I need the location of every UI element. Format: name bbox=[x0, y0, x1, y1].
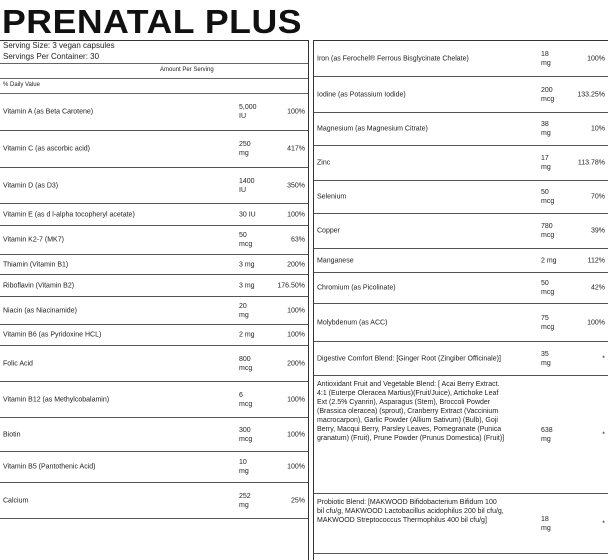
nutrient-daily-value: 100% bbox=[287, 331, 305, 339]
nutrient-amount: 5,000 IU bbox=[239, 104, 257, 120]
nutrient-amount: 20 mg bbox=[239, 302, 249, 319]
nutrient-amount: 2 mg bbox=[541, 257, 557, 264]
nutrient-name: Iron (as Ferochel® Ferrous Bisglycinate Chelate) bbox=[317, 55, 469, 62]
nutrient-daily-value: 113.78% bbox=[577, 159, 605, 167]
nutrient-amount: 50 mcg bbox=[541, 280, 555, 296]
nutrient-amount: 300 mcg bbox=[239, 426, 253, 443]
nutrient-amount: 200 mcg bbox=[541, 86, 555, 103]
nutrient-amount: 2 mg bbox=[239, 331, 255, 339]
nutrient-row bbox=[0, 255, 308, 275]
nutrient-amount: 780 mcg bbox=[541, 223, 555, 239]
nutrient-name: Probiotic Blend: [MAKWOOD Bifidobacterium Bifidum 100 bil cfu/g, MAKWOOD Lactobacillus acidophilus 200 bil cfu/g, MAKWOOD Streptococcus Thermophilus 400 bil cfu/g] bbox=[317, 499, 504, 524]
servings-per-container: Servings Per Container: 30 bbox=[3, 52, 100, 61]
nutrient-row bbox=[0, 452, 308, 483]
nutrient-row bbox=[0, 94, 308, 131]
left-panel bbox=[0, 40, 309, 560]
nutrient-name: Vitamin C (as ascorbic acid) bbox=[3, 145, 91, 153]
nutrient-daily-value: 133.25% bbox=[577, 91, 605, 98]
nutrient-row bbox=[0, 483, 308, 519]
nutrient-amount: 3 mg bbox=[239, 261, 255, 268]
nutrient-daily-value: 10% bbox=[590, 125, 605, 133]
nutrient-row bbox=[314, 249, 608, 273]
nutrient-amount: 38 mg bbox=[541, 121, 551, 137]
daily-value-header: % Daily Value bbox=[3, 82, 40, 88]
nutrient-name: Vitamin A (as Beta Carotene) bbox=[3, 108, 94, 116]
nutrient-amount: 800 mcg bbox=[239, 355, 253, 372]
nutrient-daily-value: 63% bbox=[290, 236, 305, 244]
nutrient-row bbox=[0, 275, 308, 297]
nutrient-name: Molybdenum (as ACC) bbox=[317, 319, 388, 326]
nutrient-row bbox=[0, 382, 308, 418]
nutrient-name: Vitamin B5 (Pantothenic Acid) bbox=[3, 463, 96, 471]
nutrient-daily-value: 200% bbox=[287, 261, 305, 268]
nutrient-row bbox=[0, 346, 308, 382]
nutrient-name: Folic Acid bbox=[3, 360, 33, 367]
nutrient-daily-value: 39% bbox=[590, 227, 605, 235]
serving-size: Serving Size: 3 vegan capsules bbox=[3, 41, 115, 50]
nutrient-amount: 6 mcg bbox=[239, 391, 253, 408]
nutrient-row bbox=[314, 214, 608, 249]
nutrient-daily-value: 42% bbox=[590, 284, 605, 292]
nutrient-name: Vitamin D (as D3) bbox=[3, 182, 59, 189]
amount-header-row bbox=[0, 63, 308, 79]
nutrient-daily-value: 100% bbox=[587, 319, 605, 326]
right-panel bbox=[313, 40, 608, 560]
nutrient-row bbox=[0, 297, 308, 325]
nutrient-amount: 1400 IU bbox=[239, 177, 255, 194]
left-nutrient-list bbox=[0, 94, 308, 519]
nutrient-name: Vitamin B12 (as Methylcobalamin) bbox=[3, 396, 110, 403]
nutrient-name: Antioxidant Fruit and Vegetable Blend: [ Acai Berry Extract. 4:1 (Euterpe Oleracea Martius)(Fruit/Juice), Artichoke Leaf Ext (2.5% Cyanrin), Asparagus (Stem), Broccoli Powder (Brassica oleracea) (sprout), Cranberry Extract (Vaccinium macrocarpon), Garlic Powder (Allium Sativum) (Bulb), Goji Berry, Macqui Berry, Parsley Leaves, Pomegranate (Punica granatum) (Fruit), Prune Powder (Prunus Domestica) (Fruit)] bbox=[317, 381, 505, 442]
nutrient-daily-value: 100% bbox=[287, 431, 305, 438]
nutrient-name: Magnesium (as Magnesium Citrate) bbox=[317, 125, 428, 133]
nutrient-daily-value: * bbox=[602, 431, 605, 438]
nutrient-daily-value: 176.50% bbox=[277, 282, 305, 289]
nutrient-row bbox=[314, 304, 608, 342]
nutrient-amount: 50 mcg bbox=[239, 232, 253, 248]
nutrient-row bbox=[0, 325, 308, 346]
nutrient-name: Vitamin E (as d l-alpha tocopheryl acetate) bbox=[3, 211, 135, 218]
nutrient-name: Digestive Comfort Blend: [Ginger Root (Zingiber Officinale)] bbox=[317, 355, 501, 362]
nutrient-daily-value: 100% bbox=[287, 108, 305, 116]
nutrient-row bbox=[314, 494, 608, 554]
nutrient-row bbox=[0, 131, 308, 168]
nutrient-name: Selenium bbox=[317, 193, 347, 201]
nutrient-name: Vitamin K2-7 (MK7) bbox=[3, 236, 64, 244]
nutrient-amount: 10 mg bbox=[239, 459, 249, 475]
nutrient-daily-value: 25% bbox=[290, 497, 305, 504]
nutrient-row bbox=[314, 77, 608, 113]
nutrient-name: Zinc bbox=[317, 159, 331, 167]
nutrient-amount: 250 mg bbox=[239, 141, 251, 157]
nutrient-name: Chromium (as Picolinate) bbox=[317, 284, 396, 292]
nutrient-name: Vitamin B6 (as Pyridoxine HCL) bbox=[3, 331, 102, 339]
nutrient-row bbox=[0, 418, 308, 452]
nutrient-row bbox=[314, 342, 608, 376]
nutrient-row bbox=[0, 204, 308, 226]
product-title: PRENATAL PLUS bbox=[2, 3, 303, 40]
nutrient-row bbox=[314, 113, 608, 146]
daily-value-header-row bbox=[0, 79, 308, 94]
nutrient-daily-value: * bbox=[602, 520, 605, 527]
nutrient-name: Manganese bbox=[317, 257, 354, 264]
nutrient-daily-value: 100% bbox=[287, 396, 305, 403]
nutrient-row bbox=[314, 41, 608, 77]
nutrient-daily-value: 100% bbox=[287, 307, 305, 314]
nutrient-daily-value: 350% bbox=[287, 182, 305, 189]
nutrient-amount: 3 mg bbox=[239, 282, 255, 289]
nutrient-name: Niacin (as Niacinamide) bbox=[3, 307, 77, 314]
nutrient-daily-value: 100% bbox=[587, 55, 605, 62]
nutrient-amount: 75 mcg bbox=[541, 314, 555, 331]
nutrient-name: Biotin bbox=[3, 431, 21, 438]
nutrient-amount: 17 mg bbox=[541, 155, 551, 171]
nutrient-daily-value: * bbox=[602, 355, 605, 362]
nutrient-amount: 252 mg bbox=[239, 492, 251, 509]
nutrient-row bbox=[314, 273, 608, 304]
nutrient-name: Copper bbox=[317, 227, 340, 235]
nutrient-amount: 638 mg bbox=[541, 426, 553, 443]
nutrient-name: Riboflavin (Vitamin B2) bbox=[3, 282, 75, 289]
nutrient-amount: 35 mg bbox=[541, 350, 551, 367]
nutrient-daily-value: 112% bbox=[587, 257, 605, 264]
nutrient-row bbox=[314, 181, 608, 214]
nutrient-name: Thiamin (Vitamin B1) bbox=[3, 261, 69, 268]
nutrient-amount: 30 IU bbox=[239, 211, 256, 218]
nutrient-amount: 50 mcg bbox=[541, 189, 555, 205]
nutrient-daily-value: 100% bbox=[287, 463, 305, 471]
nutrient-amount: 18 mg bbox=[541, 515, 551, 532]
nutrient-row bbox=[0, 226, 308, 255]
nutrient-row bbox=[314, 146, 608, 181]
nutrient-name: Calcium bbox=[3, 497, 29, 504]
nutrient-daily-value: 417% bbox=[287, 145, 305, 153]
nutrient-daily-value: 100% bbox=[287, 211, 305, 218]
amount-per-serving-header: Amount Per Serving bbox=[160, 67, 214, 73]
nutrient-daily-value: 70% bbox=[590, 193, 605, 201]
nutrient-daily-value: 200% bbox=[287, 360, 305, 367]
nutrient-row bbox=[314, 376, 608, 494]
nutrient-name: Iodine (as Potassium Iodide) bbox=[317, 91, 406, 98]
nutrient-row bbox=[0, 168, 308, 204]
nutrient-amount: 18 mg bbox=[541, 50, 551, 67]
right-nutrient-list bbox=[314, 41, 608, 554]
